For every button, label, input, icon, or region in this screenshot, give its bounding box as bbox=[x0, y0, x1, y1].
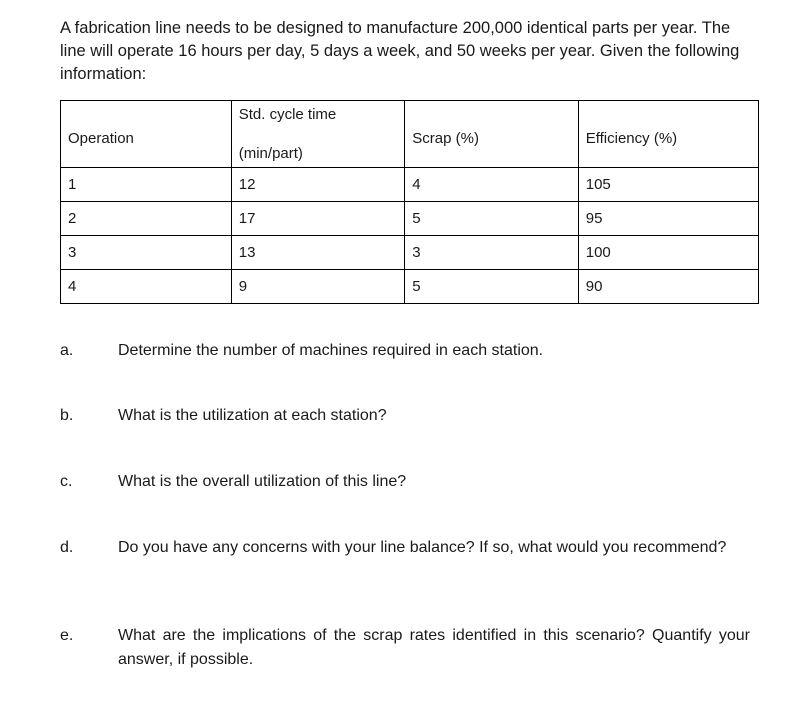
header-efficiency-label: Efficiency (%) bbox=[585, 130, 678, 147]
header-efficiency bbox=[578, 101, 758, 168]
table-row bbox=[61, 202, 759, 236]
cell-efficiency: 105 bbox=[578, 168, 758, 202]
cell-efficiency: 100 bbox=[578, 236, 758, 270]
question-letter: a. bbox=[60, 342, 74, 359]
cell-scrap: 4 bbox=[405, 168, 578, 202]
cell-cycle-time: 9 bbox=[231, 270, 405, 304]
cell-operation: 4 bbox=[61, 270, 232, 304]
cell-operation: 3 bbox=[61, 236, 232, 270]
header-operation bbox=[61, 101, 232, 168]
header-cycle-time-line1: Std. cycle time bbox=[238, 106, 337, 123]
question-text: Do you have any concerns with your line balance? If so, what would you recommend? bbox=[118, 539, 727, 556]
question-b bbox=[60, 404, 750, 428]
cell-efficiency: 95 bbox=[578, 202, 758, 236]
question-letter: d. bbox=[60, 539, 74, 556]
cell-scrap: 3 bbox=[405, 236, 578, 270]
question-text: Determine the number of machines required in each station. bbox=[118, 342, 544, 359]
cell-operation: 2 bbox=[61, 202, 232, 236]
question-a bbox=[60, 339, 750, 363]
cell-scrap: 5 bbox=[405, 270, 578, 304]
header-scrap-label: Scrap (%) bbox=[412, 130, 479, 147]
question-e bbox=[60, 624, 750, 672]
table-row bbox=[61, 270, 759, 304]
question-text: What are the implications of the scrap rates identified in this scenario? Quantify your answer, if possible. bbox=[118, 627, 750, 668]
cell-cycle-time: 17 bbox=[231, 202, 405, 236]
question-letter: b. bbox=[60, 407, 74, 424]
cell-operation: 1 bbox=[61, 168, 232, 202]
table-row bbox=[61, 236, 759, 270]
table-header-row bbox=[61, 101, 759, 168]
cell-scrap: 5 bbox=[405, 202, 578, 236]
question-text: What is the overall utilization of this line? bbox=[118, 473, 407, 490]
cell-cycle-time: 12 bbox=[231, 168, 405, 202]
question-d bbox=[60, 536, 750, 560]
header-cycle-time bbox=[231, 101, 405, 168]
intro-paragraph: A fabrication line needs to be designed to manufacture 200,000 identical parts per year. The line will operate 16 hours per day, 5 days a week, and 50 weeks per year. Given the following information: bbox=[60, 19, 740, 83]
header-operation-label: Operation bbox=[68, 130, 134, 147]
cell-cycle-time: 13 bbox=[231, 236, 405, 270]
question-letter: e. bbox=[60, 627, 74, 644]
question-c bbox=[60, 470, 750, 494]
table-row bbox=[61, 168, 759, 202]
cell-efficiency: 90 bbox=[578, 270, 758, 304]
operations-table bbox=[60, 100, 759, 304]
question-text: What is the utilization at each station? bbox=[118, 407, 387, 424]
question-letter: c. bbox=[60, 473, 73, 490]
header-cycle-time-line2: (min/part) bbox=[238, 145, 303, 162]
header-scrap bbox=[405, 101, 578, 168]
